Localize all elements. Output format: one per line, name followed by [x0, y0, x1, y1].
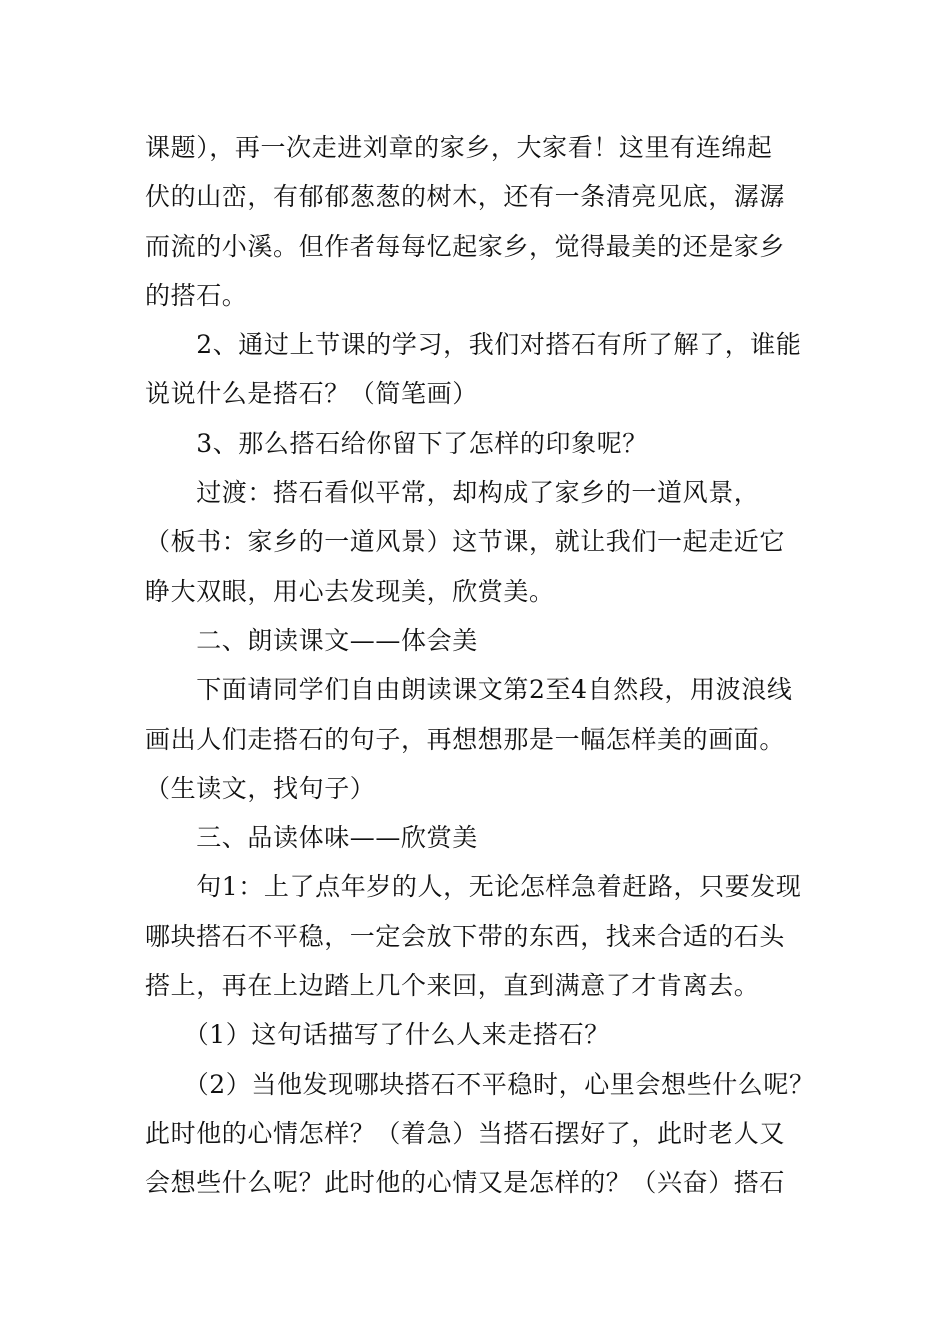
- text-line: 哪块搭石不平稳，一定会放下带的东西，找来合适的石头: [145, 921, 786, 951]
- text-line: 二、朗读课文——体会美: [145, 625, 478, 655]
- text-line: 下面请同学们自由朗读课文第2至4自然段，用波浪线: [145, 675, 793, 705]
- text-line: 此时他的心情怎样？（着急）当搭石摆好了，此时老人又: [145, 1118, 786, 1148]
- text-line: 的搭石。: [145, 280, 248, 310]
- text-line: 伏的山峦，有郁郁葱葱的树木，还有一条清亮见底，潺潺: [145, 182, 786, 212]
- text-line: 画出人们走搭石的句子，再想想那是一幅怎样美的画面。: [145, 724, 786, 754]
- text-line: 睁大双眼，用心去发现美，欣赏美。: [145, 576, 555, 606]
- text-line: 句1：上了点年岁的人，无论怎样急着赶路，只要发现: [145, 872, 802, 902]
- text-line: 搭上，再在上边踏上几个来回，直到满意了才肯离去。: [145, 971, 760, 1001]
- text-line: （板书：家乡的一道风景）这节课，就让我们一起走近它: [145, 527, 786, 557]
- text-line: （生读文，找句子）: [145, 773, 376, 803]
- text-line: （1）这句话描写了什么人来走搭石？: [145, 1020, 610, 1050]
- text-line: 三、品读体味——欣赏美: [145, 823, 478, 853]
- text-line: （2）当他发现哪块搭石不平稳时，心里会想些什么呢？: [145, 1069, 815, 1099]
- text-line: 而流的小溪。但作者每每忆起家乡，觉得最美的还是家乡: [145, 231, 786, 261]
- text-line: 3、那么搭石给你留下了怎样的印象呢？: [145, 428, 648, 458]
- text-line: 过渡：搭石看似平常，却构成了家乡的一道风景，: [145, 478, 760, 508]
- text-line: 课题），再一次走进刘章的家乡，大家看！这里有连绵起: [145, 133, 773, 162]
- text-line: 说说什么是搭石？（简笔画）: [145, 379, 478, 409]
- body-text: [145, 123, 845, 1208]
- text-line: 2、通过上节课的学习，我们对搭石有所了解了，谁能: [145, 330, 802, 360]
- text-line: 会想些什么呢？此时他的心情又是怎样的？（兴奋）搭石: [145, 1168, 786, 1198]
